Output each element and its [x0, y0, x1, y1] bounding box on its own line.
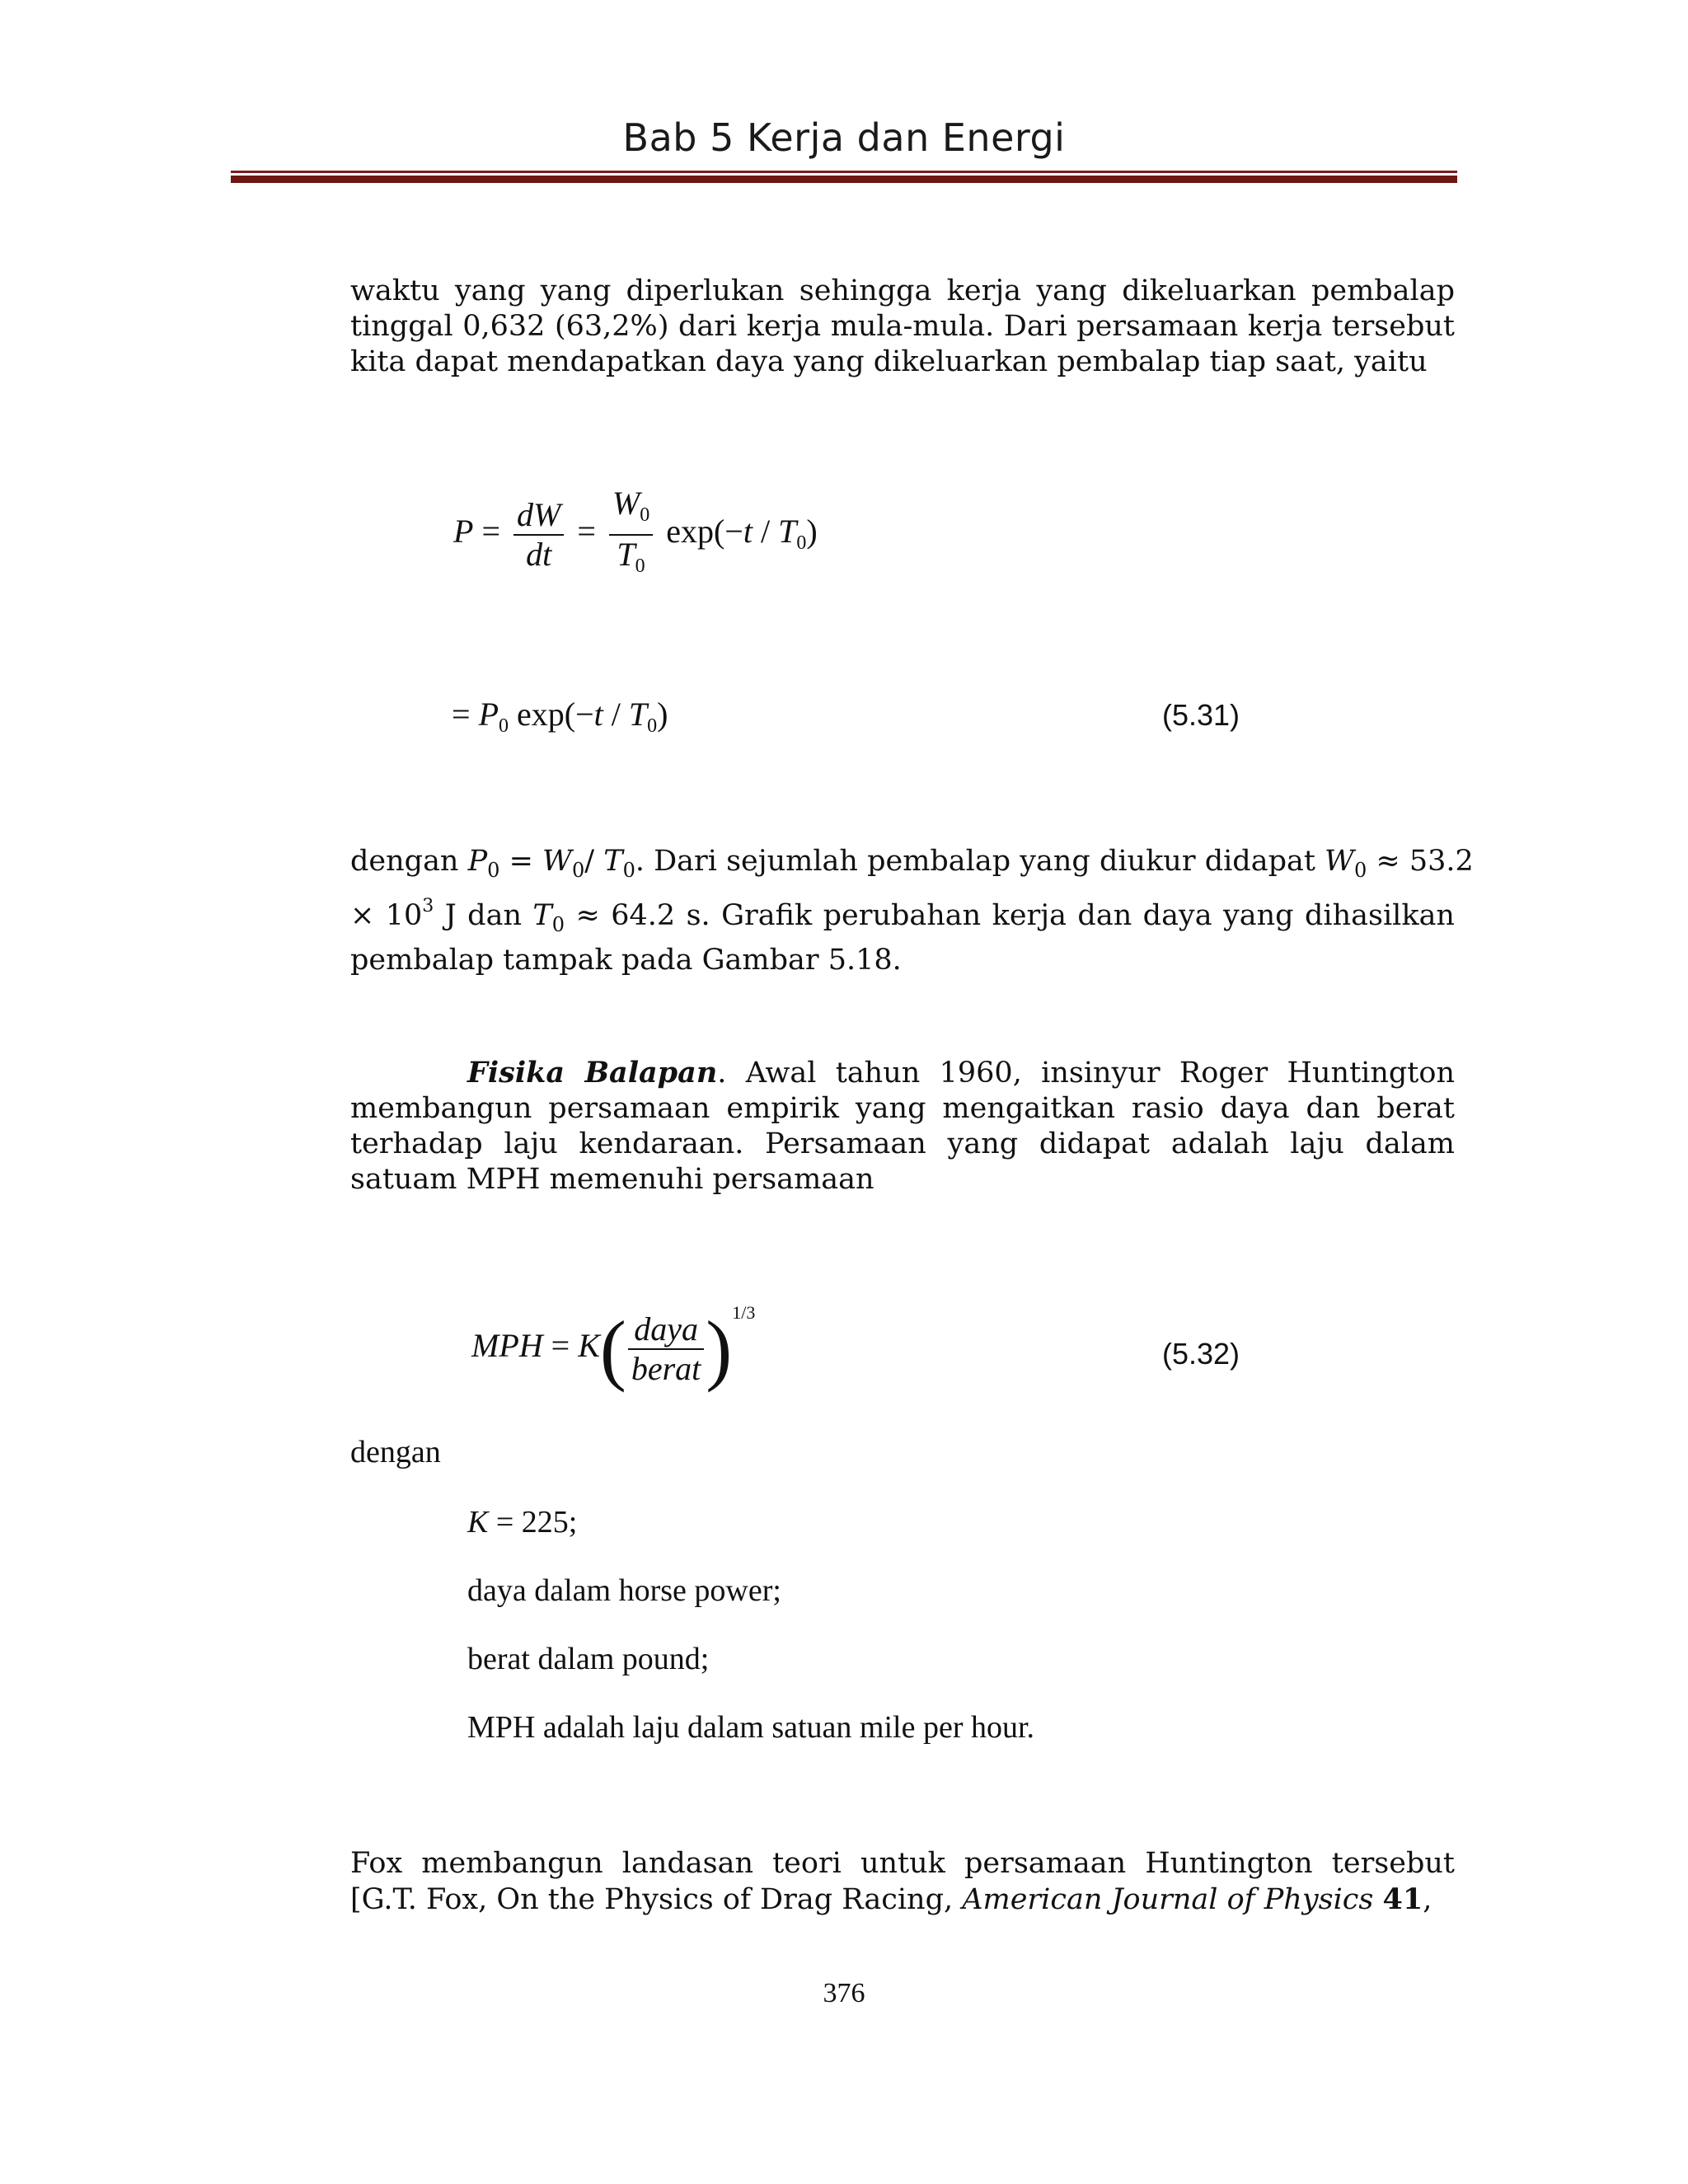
text-line	[350, 888, 1455, 943]
list-item	[467, 1504, 577, 1540]
equals-sign: =	[481, 513, 500, 551]
text: [G.T. Fox, On the Physics of Drag Racing,	[350, 1883, 963, 1916]
fraction-daya-berat	[628, 1310, 704, 1388]
paren-right: )	[706, 1304, 733, 1393]
subscript: 0	[635, 555, 645, 577]
paragraph-2	[350, 844, 1474, 978]
paren-left: (	[599, 1304, 626, 1393]
page-number: 376	[823, 1978, 865, 2008]
header-rule-thick	[231, 176, 1457, 183]
subscript: 0	[487, 859, 500, 882]
text-line	[350, 1055, 1455, 1091]
text-line: waktu yang yang diperlukan sehingga kerja yang dikeluarkan pembalap	[350, 274, 1455, 307]
text-line: terhadap laju kendaraan. Persamaan yang didapat adalah laju dalam	[350, 1127, 1455, 1160]
equation-power-2	[452, 695, 668, 738]
symbol-T: T	[778, 513, 797, 551]
symbol-W: W	[612, 485, 640, 522]
symbol-T: T	[532, 899, 552, 932]
subscript: 0	[1354, 859, 1367, 882]
text-dengan: dengan	[350, 1435, 441, 1469]
subscript: 0	[499, 715, 509, 737]
equals-sign: =	[577, 513, 596, 551]
header-rule-thin	[231, 171, 1457, 173]
text-line	[350, 1882, 1455, 1918]
paragraph-4	[350, 1846, 1455, 1918]
equation-number-5-32: (5.32)	[1162, 1337, 1240, 1371]
text-line: Fox membangun landasan teori untuk persamaan Huntington tersebut	[350, 1847, 1455, 1880]
paragraph-3	[350, 1055, 1455, 1197]
symbol-T: T	[617, 536, 635, 573]
text	[1373, 1883, 1382, 1916]
symbol-T: T	[628, 696, 648, 733]
denominator: berat	[631, 1349, 701, 1387]
exp-open: exp(−	[666, 513, 743, 551]
numerator: dW	[513, 496, 564, 536]
numerator: daya	[628, 1310, 704, 1350]
symbol-P: P	[478, 696, 499, 733]
text: dengan	[350, 845, 468, 878]
numerator	[609, 485, 653, 536]
subscript: 0	[622, 859, 635, 882]
symbol-W: W	[542, 845, 573, 878]
slash: /	[603, 696, 629, 733]
text: × 10	[350, 899, 423, 932]
text: ≈ 53.2	[1367, 845, 1474, 878]
text-line: membangun persamaan empirik yang mengaitkan rasio daya dan berat	[350, 1092, 1455, 1125]
volume-number: 41	[1382, 1882, 1423, 1916]
text-line: kita dapat mendapatkan daya yang dikeluarkan pembalap tiap saat, yaitu	[350, 345, 1428, 378]
exp-close: )	[657, 696, 668, 733]
symbol-t: t	[593, 696, 603, 733]
superscript: 3	[422, 896, 434, 916]
text: = 225;	[488, 1505, 578, 1540]
text: . Dari sejumlah pembalap yang diukur didapat	[635, 845, 1325, 878]
denominator: dt	[526, 536, 552, 573]
symbol-K: K	[467, 1505, 489, 1540]
symbol-T: T	[603, 845, 623, 878]
equation-mph	[471, 1302, 756, 1393]
symbol-P: P	[453, 513, 474, 551]
text-line: satuam MPH memenuhi persamaan	[350, 1163, 874, 1196]
symbol-MPH: MPH	[471, 1327, 543, 1364]
list-item: berat dalam pound;	[467, 1642, 710, 1676]
page-title: Bab 5 Kerja dan Energi	[622, 115, 1066, 160]
journal-name: American Journal of Physics	[962, 1883, 1374, 1916]
denominator	[609, 536, 653, 585]
slash: /	[752, 513, 779, 551]
text-line	[350, 844, 1474, 888]
symbol-W: W	[1325, 845, 1355, 878]
subscript: 0	[647, 715, 658, 737]
text: . Awal tahun 1960, insinyur Roger Huntington	[717, 1057, 1455, 1090]
text: =	[499, 845, 543, 878]
fraction-W0-T0	[609, 485, 653, 585]
fraction-dW-dt	[513, 496, 564, 574]
text-line: pembalap tampak pada Gambar 5.18.	[350, 944, 902, 977]
text: ,	[1423, 1883, 1432, 1916]
text: /	[584, 845, 604, 878]
equals-sign: =	[542, 1327, 579, 1364]
equals-sign: =	[452, 696, 471, 733]
exp-open: exp(−	[509, 696, 594, 733]
symbol-t: t	[743, 513, 753, 551]
equation-number-5-31: (5.31)	[1162, 698, 1240, 732]
text-line: tinggal 0,632 (63,2%) dari kerja mula-mula. Dari persamaan kerja tersebut	[350, 310, 1455, 343]
exp-close: )	[806, 513, 818, 551]
list-item: MPH adalah laju dalam satuan mile per hour.	[467, 1710, 1035, 1745]
subscript: 0	[551, 913, 565, 936]
subscript: 0	[572, 859, 585, 882]
equation-power	[453, 485, 818, 585]
subscript: 0	[796, 532, 807, 555]
symbol-K: K	[578, 1327, 600, 1364]
list-item: daya dalam horse power;	[467, 1573, 781, 1608]
exponent: 1/3	[732, 1302, 756, 1323]
subscript: 0	[640, 504, 650, 526]
paragraph-1	[350, 274, 1455, 380]
text: J dan	[434, 899, 533, 932]
text: ≈ 64.2 s. Grafik perubahan kerja dan daya yang dihasilkan	[565, 899, 1455, 932]
heading-fisika-balapan: Fisika Balapan	[467, 1056, 718, 1090]
symbol-P: P	[467, 845, 488, 878]
